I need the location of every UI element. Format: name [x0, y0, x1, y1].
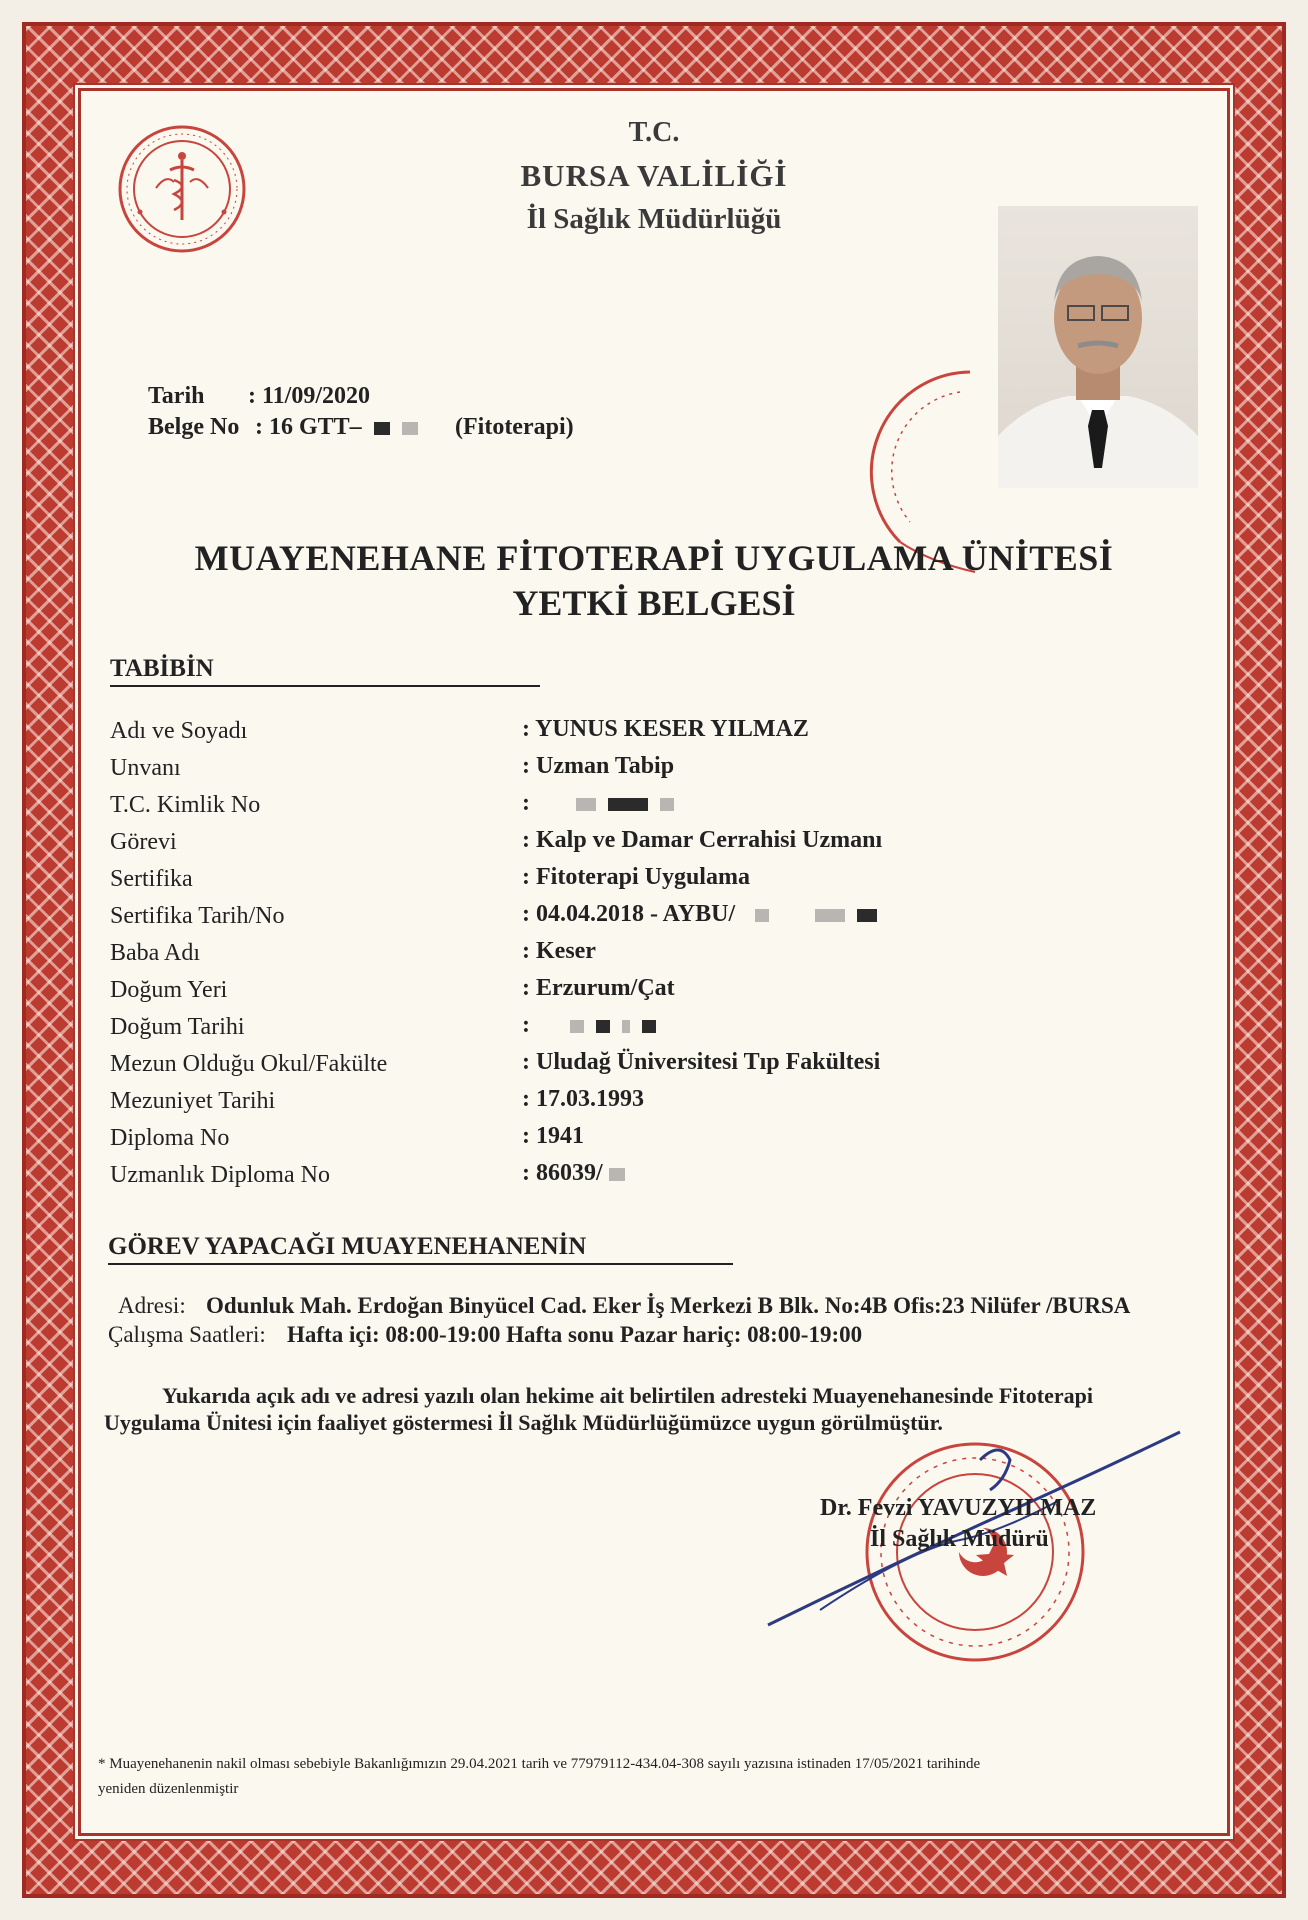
section-practice-heading: GÖREV YAPACAĞI MUAYENEHANENİN — [108, 1233, 733, 1265]
redaction-mark — [622, 1020, 630, 1033]
field-value-birth-date — [522, 1012, 656, 1039]
redaction-mark — [570, 1020, 584, 1033]
address-value: Odunluk Mah. Erdoğan Binyücel Cad. Eker İş Merkezi B Blk. No:4B Ofis:23 Nilüfer /BURSA — [206, 1293, 1131, 1318]
field-label-id-number: T.C. Kimlik No — [110, 792, 261, 818]
hours-value: Hafta içi: 08:00-19:00 Hafta sonu Pazar hariç: 08:00-19:00 — [287, 1322, 863, 1347]
redaction-mark — [374, 422, 390, 435]
field-label-birth-date: Doğum Tarihi — [110, 1014, 245, 1040]
field-value-diploma-no: : 1941 — [522, 1123, 584, 1149]
document-number-text: : 16 GTT– — [255, 414, 362, 440]
header-governorship: BURSA VALİLİĞİ — [520, 158, 788, 193]
field-value-father-name: : Keser — [522, 938, 596, 964]
approval-statement-line2: Uygulama Ünitesi için faaliyet göstermesi İl Sağlık Müdürlüğümüzce uygun görülmüştür. — [104, 1410, 943, 1435]
redaction-mark — [608, 798, 648, 811]
footnote — [98, 1752, 1198, 1802]
redaction-mark — [596, 1020, 610, 1033]
field-label-graduation-date: Mezuniyet Tarihi — [110, 1088, 276, 1114]
signatory-name: Dr. Fevzi YAVUZYILMAZ — [820, 1495, 1097, 1521]
signatory-title: İl Sağlık Müdürü — [870, 1526, 1049, 1552]
section-physician-heading: TABİBİN — [110, 655, 540, 687]
field-label-diploma-no: Diploma No — [110, 1125, 230, 1151]
field-label-name: Adı ve Soyadı — [110, 718, 248, 744]
field-label-birth-place: Doğum Yeri — [110, 977, 228, 1003]
document-type: (Fitoterapi) — [455, 414, 574, 440]
date-label: Tarih — [148, 383, 205, 409]
header-directorate: İl Sağlık Müdürlüğü — [526, 203, 782, 235]
redaction-mark — [402, 422, 418, 435]
approval-statement-line1: Yukarıda açık adı ve adresi yazılı olan hekime ait belirtilen adresteki Muayenehanesinde Fitoterapi — [162, 1383, 1093, 1408]
field-value-name: : YUNUS KESER YILMAZ — [522, 716, 809, 742]
date-value: : 11/09/2020 — [248, 383, 371, 409]
certificate-title-line2: YETKİ BELGESİ — [512, 583, 796, 623]
field-label-title: Unvanı — [110, 755, 181, 781]
field-label-father-name: Baba Adı — [110, 940, 200, 966]
field-label-position: Görevi — [110, 829, 177, 855]
field-value-certificate-date-no — [522, 901, 877, 928]
field-value-id-number-text: : — [522, 790, 530, 816]
redaction-mark — [609, 1168, 625, 1181]
document-number-label: Belge No — [148, 414, 240, 440]
document-number-value — [255, 414, 418, 441]
redaction-mark — [815, 909, 845, 922]
redaction-mark — [642, 1020, 656, 1033]
field-value-certificate: : Fitoterapi Uygulama — [522, 864, 750, 890]
field-value-birth-date-text: : — [522, 1012, 530, 1038]
address-label: Adresi: — [118, 1293, 186, 1318]
field-value-position: : Kalp ve Damar Cerrahisi Uzmanı — [522, 827, 883, 853]
header-tc: T.C. — [628, 117, 680, 148]
field-label-certificate: Sertifika — [110, 866, 193, 892]
field-value-school: : Uludağ Üniversitesi Tıp Fakültesi — [522, 1049, 881, 1075]
field-value-graduation-date: : 17.03.1993 — [522, 1086, 644, 1112]
footnote-line1: * Muayenehanenin nakil olması sebebiyle Bakanlığımızın 29.04.2021 tarih ve 77979112-434.04-308 sayılı yazısına istinaden 17/05/2021 tarihinde — [98, 1756, 981, 1772]
hours-label: Çalışma Saatleri: — [108, 1322, 266, 1347]
field-value-specialty-diploma-no-text: : 86039/ — [522, 1160, 603, 1186]
field-value-specialty-diploma-no — [522, 1160, 625, 1187]
field-value-title: : Uzman Tabip — [522, 753, 675, 779]
field-value-birth-place: : Erzurum/Çat — [522, 975, 675, 1001]
redaction-mark — [755, 909, 769, 922]
field-value-id-number — [522, 790, 674, 817]
field-label-certificate-date-no: Sertifika Tarih/No — [110, 903, 285, 929]
redaction-mark — [857, 909, 877, 922]
certificate-title-line1: MUAYENEHANE FİTOTERAPİ UYGULAMA ÜNİTESİ — [194, 538, 1114, 578]
holder-photo — [998, 206, 1198, 488]
field-label-school: Mezun Olduğu Okul/Fakülte — [110, 1051, 388, 1077]
redaction-mark — [660, 798, 674, 811]
field-label-specialty-diploma-no: Uzmanlık Diploma No — [110, 1162, 330, 1188]
field-value-certificate-date-no-text: : 04.04.2018 - AYBU/ — [522, 901, 736, 927]
redaction-mark — [576, 798, 596, 811]
footnote-line2: yeniden düzenlenmiştir — [98, 1781, 239, 1797]
